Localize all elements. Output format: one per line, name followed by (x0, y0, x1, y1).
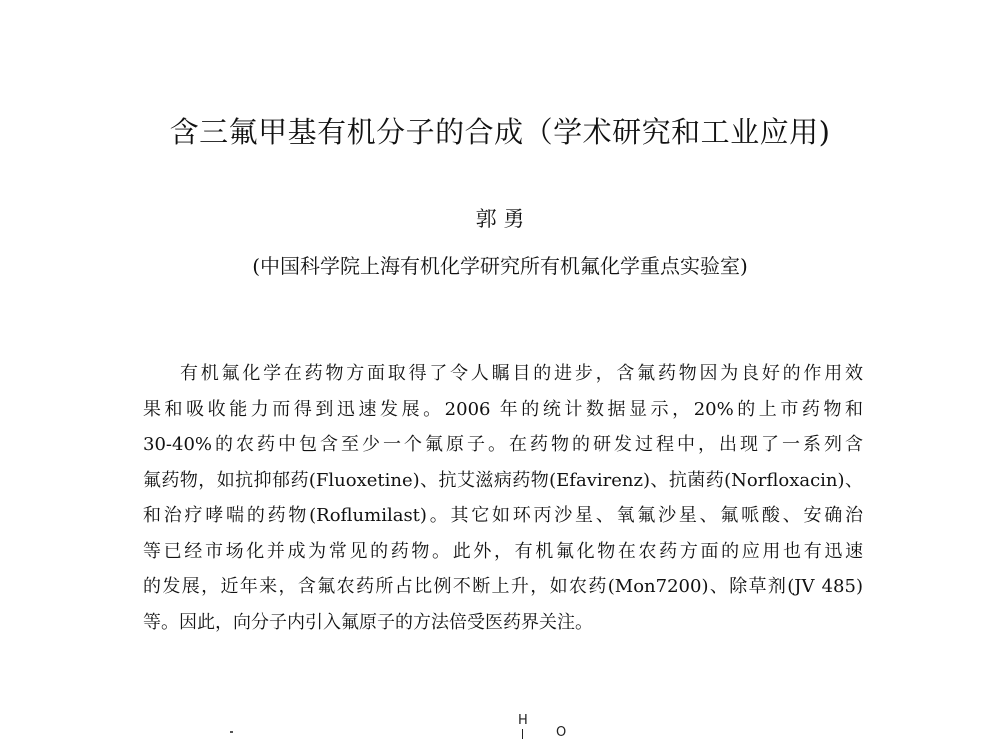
paper-title: 含三氟甲基有机分子的合成（学术研究和工业应用) (169, 115, 831, 149)
paragraph-line: 和治疗哮喘的药物(Roflumilast)。其它如环丙沙星、氧氟沙星、氟哌酸、安确治 (143, 505, 863, 526)
atom-label-o: O (556, 725, 567, 740)
paragraph-line: 等。因此，向分子内引入氟原子的方法倍受医药界关注。 (143, 611, 593, 633)
paragraph-line: 30-40%的农药中包含至少一个氟原子。在药物的研发过程中，出现了一系列含 (143, 434, 863, 455)
scan-speck (230, 731, 233, 733)
paragraph-line: 果和吸收能力而得到迅速发展。2006 年的统计数据显示，20%的上市药物和 (143, 398, 863, 420)
author-name: 郭 勇 (475, 207, 525, 231)
paragraph-line: 氟药物，如抗抑郁药(Fluoxetine)、抗艾滋病药物(Efavirenz)、抗菌药(Norfloxacin)、 (143, 469, 863, 491)
body-paragraph (143, 356, 863, 640)
atom-label-h: H (518, 713, 528, 728)
author-affiliation: (中国科学院上海有机化学研究所有机氟化学重点实验室) (252, 254, 748, 278)
paragraph-line: 等已经市场化并成为常见的药物。此外，有机氟化物在农药方面的应用也有迅速 (143, 540, 863, 562)
bond-line (522, 729, 523, 739)
paragraph-line: 的发展，近年来，含氟农药所占比例不断上升，如农药(Mon7200)、除草剂(JV 485) (143, 576, 863, 597)
paragraph-line: 有机氟化学在药物方面取得了令人瞩目的进步，含氟药物因为良好的作用效 (180, 363, 863, 384)
